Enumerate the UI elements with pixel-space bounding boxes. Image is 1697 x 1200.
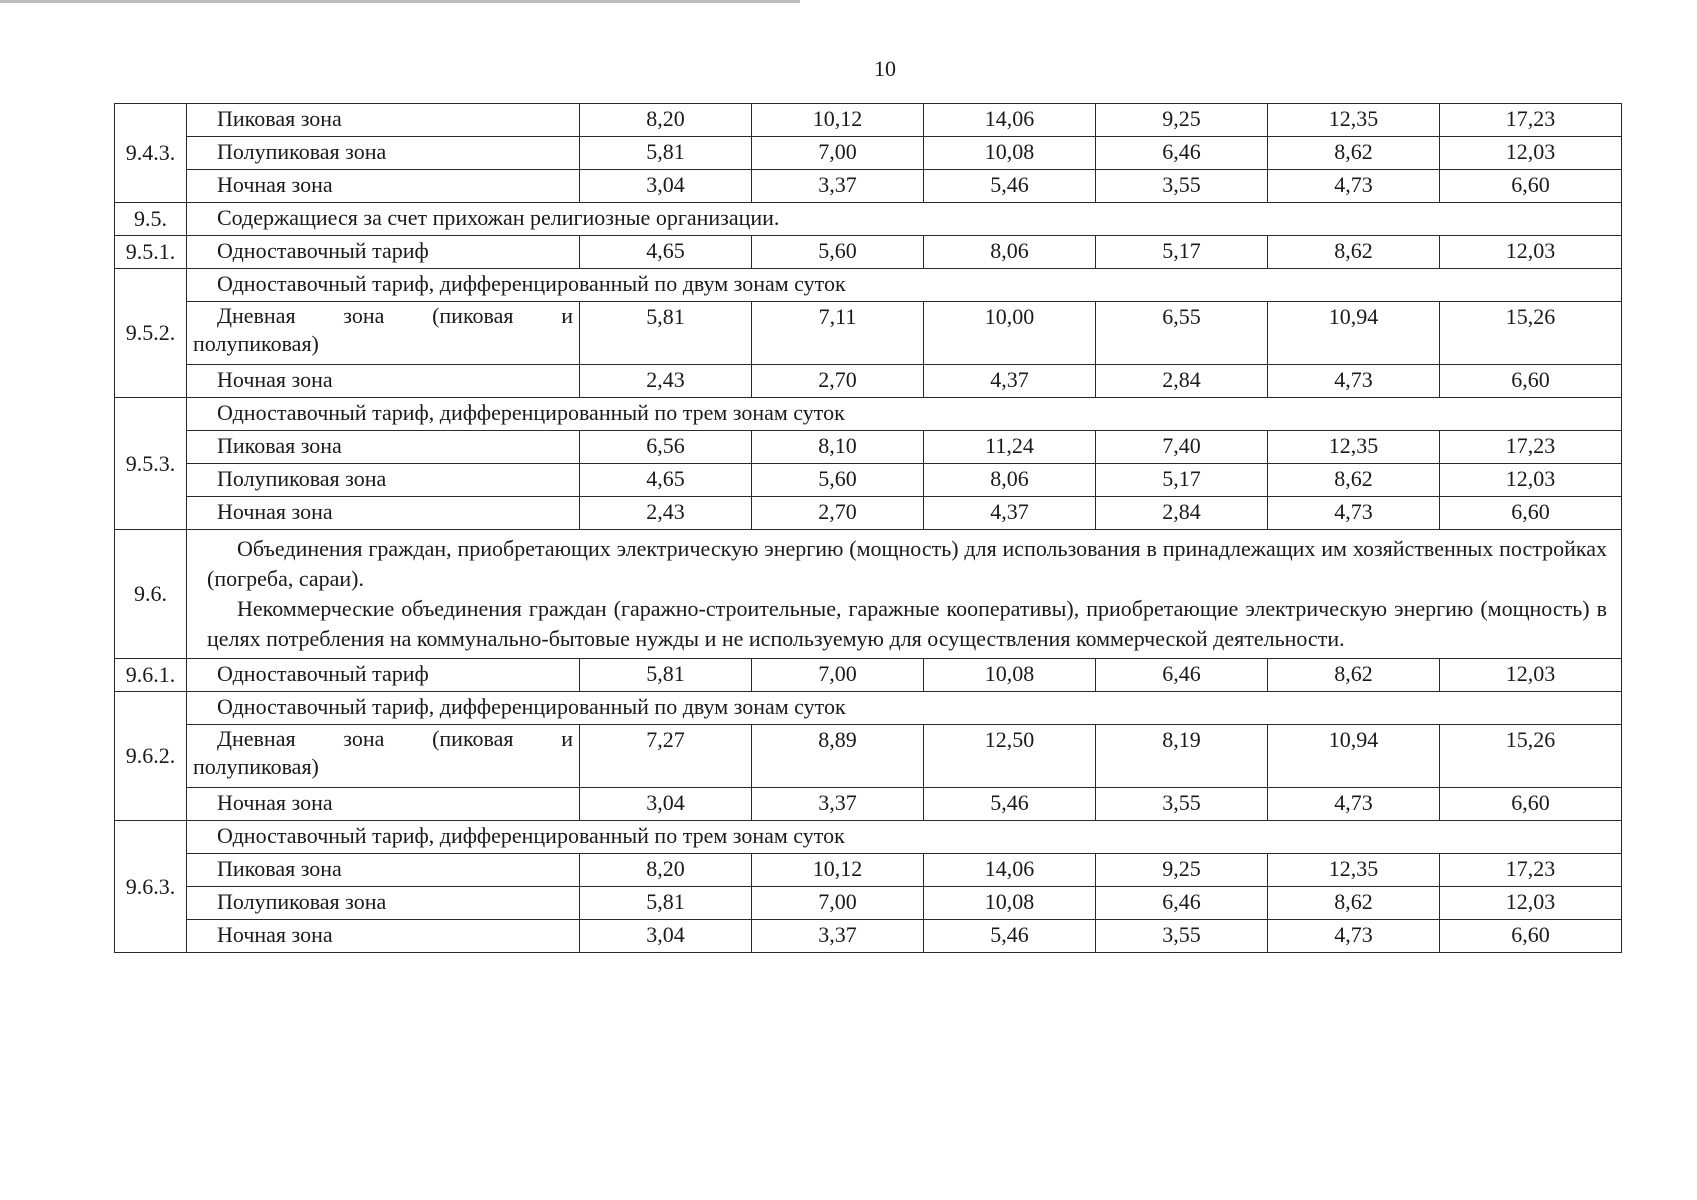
tariff-value: 6,60: [1440, 788, 1622, 821]
row-code: 9.5.1.: [115, 236, 187, 269]
tariff-value: 3,55: [1096, 788, 1268, 821]
row-label-word: и: [561, 303, 573, 328]
paragraph-row: [115, 530, 1622, 659]
tariff-value: 5,46: [924, 788, 1096, 821]
tariff-value: 8,62: [1268, 887, 1440, 920]
row-label: Полупиковая зона: [187, 137, 580, 170]
tariff-value: 3,04: [580, 170, 752, 203]
tariff-value: 2,84: [1096, 365, 1268, 398]
tariff-value: 2,43: [580, 497, 752, 530]
table-row: [115, 137, 1622, 170]
subheader-row: [115, 692, 1622, 725]
subheader-row: [115, 398, 1622, 431]
row-label: Пиковая зона: [187, 854, 580, 887]
tariff-table: [114, 103, 1622, 953]
subheader-title: Одноставочный тариф, дифференцированный по двум зонам суток: [187, 269, 1622, 302]
row-label-word: Дневная: [217, 726, 296, 751]
row-label: Полупиковая зона: [187, 464, 580, 497]
section-row: [115, 203, 1622, 236]
description-paragraph: Объединения граждан, приобретающих электрическую энергию (мощность) для использования в принадлежащих им хозяйственных постройках (погреба, сараи).: [207, 536, 1607, 591]
tariff-value: 5,46: [924, 920, 1096, 953]
tariff-value: 6,55: [1096, 302, 1268, 365]
table-row: [115, 464, 1622, 497]
table-row: [115, 887, 1622, 920]
tariff-value: 3,55: [1096, 920, 1268, 953]
tariff-value: 4,65: [580, 464, 752, 497]
row-label-word: и: [561, 726, 573, 751]
subheader-row: [115, 821, 1622, 854]
row-label: Одноставочный тариф: [187, 236, 580, 269]
subheader-title: Одноставочный тариф, дифференцированный по трем зонам суток: [187, 398, 1622, 431]
tariff-value: 5,46: [924, 170, 1096, 203]
table-row: [115, 788, 1622, 821]
tariff-value: 6,46: [1096, 137, 1268, 170]
tariff-value: 8,62: [1268, 137, 1440, 170]
row-label-word: (пиковая: [432, 303, 514, 328]
tariff-value: 7,40: [1096, 431, 1268, 464]
tariff-value: 4,73: [1268, 170, 1440, 203]
tariff-value: 8,89: [752, 725, 924, 788]
tariff-value: 17,23: [1440, 431, 1622, 464]
table-row: [115, 104, 1622, 137]
tariff-value: 8,62: [1268, 236, 1440, 269]
tariff-value: 10,94: [1268, 725, 1440, 788]
tariff-value: 6,60: [1440, 920, 1622, 953]
tariff-value: 6,60: [1440, 365, 1622, 398]
tariff-value: 5,81: [580, 137, 752, 170]
tariff-value: 6,46: [1096, 659, 1268, 692]
row-label-second-line: полупиковая): [193, 754, 319, 779]
tariff-value: 6,56: [580, 431, 752, 464]
row-label: Ночная зона: [187, 497, 580, 530]
tariff-value: 12,35: [1268, 104, 1440, 137]
table-row: [115, 302, 1622, 365]
row-code: 9.6.3.: [115, 821, 187, 953]
tariff-value: 7,00: [752, 659, 924, 692]
row-label-word: (пиковая: [432, 726, 514, 751]
row-code: 9.5.3.: [115, 398, 187, 530]
section-description: [187, 530, 1622, 659]
page-number: 10: [874, 56, 896, 81]
tariff-value: 12,35: [1268, 431, 1440, 464]
tariff-value: 3,37: [752, 170, 924, 203]
tariff-value: 15,26: [1440, 302, 1622, 365]
tariff-value: 14,06: [924, 104, 1096, 137]
tariff-value: 3,37: [752, 788, 924, 821]
tariff-value: 2,70: [752, 365, 924, 398]
tariff-value: 2,43: [580, 365, 752, 398]
row-label: Ночная зона: [187, 920, 580, 953]
tariff-value: 3,04: [580, 788, 752, 821]
tariff-value: 10,08: [924, 137, 1096, 170]
tariff-value: 8,06: [924, 236, 1096, 269]
tariff-value: 3,04: [580, 920, 752, 953]
tariff-value: 8,62: [1268, 464, 1440, 497]
description-paragraph: Некоммерческие объединения граждан (гаражно-строительные, гаражные кооперативы), приобретающие электрическую энергию (мощность) в целях потребления на коммунально-бытовые нужды и не используемую для осуществления коммерческой деятельности.: [207, 596, 1607, 651]
table-row: [115, 431, 1622, 464]
table-row: [115, 920, 1622, 953]
table-row: [115, 854, 1622, 887]
table-row: [115, 365, 1622, 398]
tariff-value: 7,00: [752, 887, 924, 920]
row-code: 9.6.2.: [115, 692, 187, 821]
tariff-value: 4,37: [924, 365, 1096, 398]
row-label-word: Дневная: [217, 303, 296, 328]
tariff-value: 8,19: [1096, 725, 1268, 788]
table-row: [115, 659, 1622, 692]
tariff-value: 10,94: [1268, 302, 1440, 365]
tariff-value: 10,12: [752, 854, 924, 887]
row-label: Пиковая зона: [187, 431, 580, 464]
row-label: Полупиковая зона: [187, 887, 580, 920]
row-label-second-line: полупиковая): [193, 331, 319, 356]
row-label-first-line: [193, 725, 573, 753]
row-label-word: зона: [343, 303, 385, 328]
row-code: 9.5.: [115, 203, 187, 236]
tariff-value: 4,73: [1268, 920, 1440, 953]
tariff-value: 12,03: [1440, 464, 1622, 497]
tariff-value: 6,46: [1096, 887, 1268, 920]
table-row: [115, 725, 1622, 788]
subheader-title: Одноставочный тариф, дифференцированный по трем зонам суток: [187, 821, 1622, 854]
tariff-value: 17,23: [1440, 104, 1622, 137]
tariff-value: 7,11: [752, 302, 924, 365]
table-row: [115, 497, 1622, 530]
tariff-value: 17,23: [1440, 854, 1622, 887]
scan-edge-line: [0, 0, 800, 3]
table-row: [115, 170, 1622, 203]
row-label: Ночная зона: [187, 788, 580, 821]
table-row: [115, 236, 1622, 269]
row-label: Ночная зона: [187, 365, 580, 398]
tariff-value: 14,06: [924, 854, 1096, 887]
row-label: Ночная зона: [187, 170, 580, 203]
tariff-value: 6,60: [1440, 170, 1622, 203]
tariff-value: 12,03: [1440, 236, 1622, 269]
tariff-value: 4,73: [1268, 365, 1440, 398]
tariff-value: 10,00: [924, 302, 1096, 365]
tariff-value: 3,37: [752, 920, 924, 953]
tariff-value: 7,27: [580, 725, 752, 788]
tariff-value: 9,25: [1096, 104, 1268, 137]
row-code: 9.4.3.: [115, 104, 187, 203]
tariff-value: 8,20: [580, 854, 752, 887]
row-label-first-line: [193, 302, 573, 330]
tariff-value: 8,20: [580, 104, 752, 137]
tariff-value: 12,03: [1440, 659, 1622, 692]
tariff-value: 5,17: [1096, 464, 1268, 497]
tariff-value: 10,08: [924, 887, 1096, 920]
tariff-value: 10,12: [752, 104, 924, 137]
row-code: 9.5.2.: [115, 269, 187, 398]
tariff-value: 4,37: [924, 497, 1096, 530]
tariff-value: 2,70: [752, 497, 924, 530]
tariff-value: 5,60: [752, 464, 924, 497]
tariff-value: 12,35: [1268, 854, 1440, 887]
tariff-value: 11,24: [924, 431, 1096, 464]
tariff-value: 4,65: [580, 236, 752, 269]
subheader-title: Одноставочный тариф, дифференцированный по двум зонам суток: [187, 692, 1622, 725]
tariff-value: 8,62: [1268, 659, 1440, 692]
tariff-value: 7,00: [752, 137, 924, 170]
tariff-value: 15,26: [1440, 725, 1622, 788]
tariff-value: 5,60: [752, 236, 924, 269]
tariff-value: 12,50: [924, 725, 1096, 788]
row-label: [187, 725, 580, 788]
row-label: Пиковая зона: [187, 104, 580, 137]
row-label-word: зона: [343, 726, 385, 751]
row-label: [187, 302, 580, 365]
tariff-value: 5,17: [1096, 236, 1268, 269]
subheader-row: [115, 269, 1622, 302]
tariff-value: 9,25: [1096, 854, 1268, 887]
tariff-value: 12,03: [1440, 137, 1622, 170]
tariff-value: 6,60: [1440, 497, 1622, 530]
tariff-value: 5,81: [580, 659, 752, 692]
tariff-value: 10,08: [924, 659, 1096, 692]
row-code: 9.6.1.: [115, 659, 187, 692]
tariff-table-body: [115, 104, 1622, 953]
tariff-value: 8,06: [924, 464, 1096, 497]
tariff-value: 5,81: [580, 887, 752, 920]
tariff-value: 12,03: [1440, 887, 1622, 920]
tariff-value: 2,84: [1096, 497, 1268, 530]
tariff-value: 4,73: [1268, 497, 1440, 530]
tariff-value: 3,55: [1096, 170, 1268, 203]
tariff-value: 5,81: [580, 302, 752, 365]
tariff-value: 8,10: [752, 431, 924, 464]
row-label: Одноставочный тариф: [187, 659, 580, 692]
tariff-value: 4,73: [1268, 788, 1440, 821]
section-title: Содержащиеся за счет прихожан религиозные организации.: [187, 203, 1622, 236]
row-code: 9.6.: [115, 530, 187, 659]
